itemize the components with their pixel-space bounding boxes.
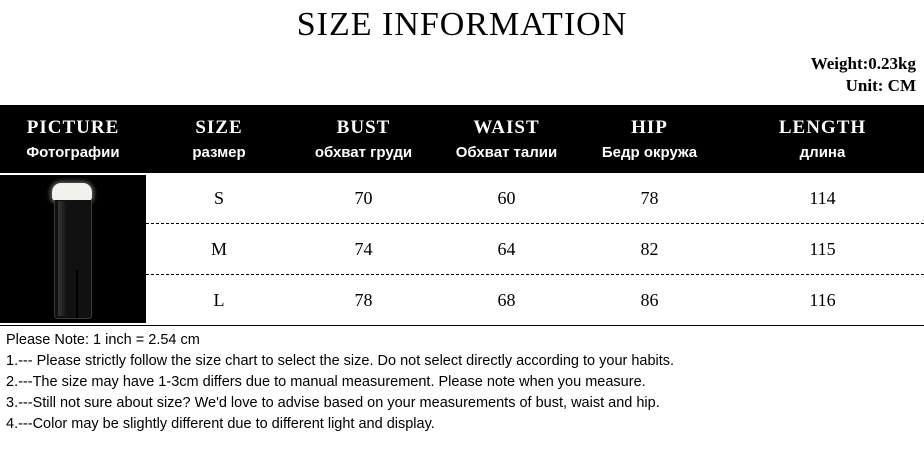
- note-item-4: 4.---Color may be slightly different due to different light and display.: [6, 416, 435, 432]
- cell-size: M: [146, 224, 292, 274]
- header-length-en: LENGTH: [721, 105, 924, 143]
- cell-length: 116: [721, 275, 924, 325]
- fur-trim-icon: [52, 183, 92, 201]
- cell-waist: 64: [435, 224, 578, 274]
- page-title: SIZE INFORMATION: [296, 6, 628, 43]
- product-image-cell: [0, 173, 146, 325]
- header-hip-ru: Бедр окружа: [578, 143, 721, 173]
- header-picture-ru: Фотографии: [0, 143, 146, 173]
- note-item-1: 1.--- Please strictly follow the size chart to select the size. Do not select directly according to your habits.: [6, 353, 675, 369]
- unit-label: Unit: CM: [845, 76, 916, 95]
- note-item-2: 2.---The size may have 1-3cm differs due to manual measurement. Please note when you measure.: [6, 374, 646, 390]
- note-item-3: 3.---Still not sure about size? We'd love to advise based on your measurements of bust, waist and hip.: [6, 395, 660, 411]
- note-header: Please Note: 1 inch = 2.54 cm: [6, 332, 200, 348]
- table-header-row-ru: [0, 143, 924, 173]
- notes-section: [0, 325, 924, 435]
- header-size-en: SIZE: [146, 105, 292, 143]
- cell-length: 115: [721, 224, 924, 274]
- header-bust-en: BUST: [292, 105, 435, 143]
- table-header-row-en: [0, 105, 924, 143]
- cell-hip: 78: [578, 173, 721, 223]
- dress-highlight: [58, 201, 67, 316]
- cell-size: S: [146, 173, 292, 223]
- header-size-ru: размер: [146, 143, 292, 173]
- cell-hip: 82: [578, 224, 721, 274]
- cell-waist: 68: [435, 275, 578, 325]
- header-length-ru: длина: [721, 143, 924, 173]
- cell-hip: 86: [578, 275, 721, 325]
- product-meta: [0, 53, 924, 97]
- size-table-wrapper: [0, 105, 924, 325]
- cell-length: 114: [721, 173, 924, 223]
- cell-bust: 70: [292, 173, 435, 223]
- cell-bust: 78: [292, 275, 435, 325]
- header-waist-ru: Обхват талии: [435, 143, 578, 173]
- cell-size: L: [146, 275, 292, 325]
- table-row: [0, 173, 924, 223]
- header-bust-ru: обхват груди: [292, 143, 435, 173]
- size-table: [0, 105, 924, 325]
- header-hip-en: HIP: [578, 105, 721, 143]
- header-picture-en: PICTURE: [0, 105, 146, 143]
- weight-label: Weight:0.23kg: [810, 54, 916, 73]
- dress-slit: [76, 270, 78, 318]
- dress-illustration: [0, 175, 146, 323]
- header-waist-en: WAIST: [435, 105, 578, 143]
- cell-bust: 74: [292, 224, 435, 274]
- cell-waist: 60: [435, 173, 578, 223]
